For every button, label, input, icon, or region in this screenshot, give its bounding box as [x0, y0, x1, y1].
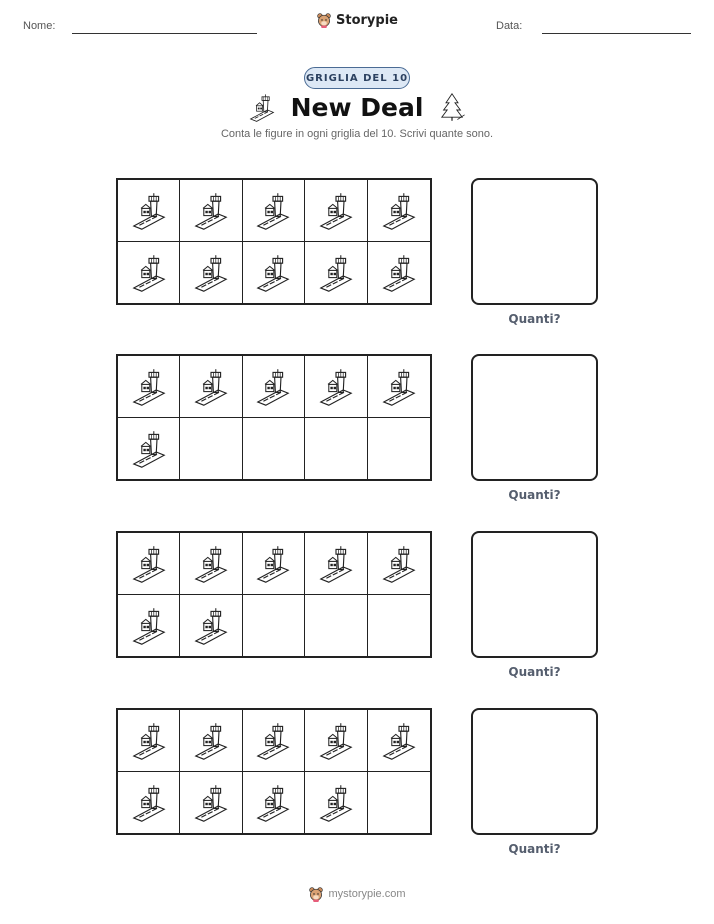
airport-tower-icon [253, 782, 293, 822]
ten-frame-cell [180, 356, 242, 418]
airport-tower-icon [129, 720, 169, 760]
airport-tower-icon [129, 366, 169, 406]
ten-frame-cell [180, 418, 242, 480]
ten-frame-cell [180, 533, 242, 595]
airport-tower-icon [129, 252, 169, 292]
answer-box-4[interactable] [471, 708, 598, 835]
airport-tower-icon [129, 190, 169, 230]
ten-frame-cell [305, 595, 367, 657]
airport-tower-icon [253, 190, 293, 230]
ten-frame-4 [116, 708, 432, 835]
ten-frame-cell [180, 242, 242, 304]
ten-frame-cell [305, 180, 367, 242]
airport-tower-icon [247, 92, 277, 122]
airport-tower-icon [129, 605, 169, 645]
airport-tower-icon [316, 190, 356, 230]
ten-frame-2 [116, 354, 432, 481]
ten-frame-cell [180, 710, 242, 772]
answer-box-2[interactable] [471, 354, 598, 481]
ten-frame-cell [118, 180, 180, 242]
ten-frame-cell [368, 180, 430, 242]
footer-url: mystorypie.com [328, 888, 406, 900]
answer-label-3: Quanti? [508, 665, 561, 679]
date-label: Data: [496, 20, 523, 32]
ten-frame-cell [118, 595, 180, 657]
answer-box-3[interactable] [471, 531, 598, 658]
ten-frame-cell [305, 356, 367, 418]
title-row [0, 92, 714, 122]
worksheet-type-badge: GRIGLIA DEL 10 [304, 67, 410, 89]
date-line [542, 33, 691, 34]
ten-frame-cell [368, 772, 430, 834]
brand-name: Storypie [336, 12, 398, 28]
ten-frame-cell [180, 772, 242, 834]
answer-box-1[interactable] [471, 178, 598, 305]
ten-frame-cell [243, 418, 305, 480]
airport-tower-icon [316, 366, 356, 406]
ten-frame-cell [368, 595, 430, 657]
answer-label-2: Quanti? [508, 488, 561, 502]
bear-logo-icon [316, 12, 332, 28]
pine-tree-icon [437, 92, 467, 122]
ten-frame-cell [243, 533, 305, 595]
page-title: New Deal [290, 92, 424, 122]
airport-tower-icon [191, 782, 231, 822]
airport-tower-icon [191, 720, 231, 760]
ten-frame-cell [305, 710, 367, 772]
airport-tower-icon [191, 605, 231, 645]
ten-frame-cell [305, 242, 367, 304]
ten-frame-cell [368, 710, 430, 772]
instructions: Conta le figure in ogni griglia del 10. Scrivi quante sono. [220, 128, 494, 140]
ten-frame-cell [118, 533, 180, 595]
airport-tower-icon [129, 428, 169, 468]
name-line [72, 33, 257, 34]
airport-tower-icon [191, 252, 231, 292]
ten-frame-cell [305, 418, 367, 480]
airport-tower-icon [191, 366, 231, 406]
airport-tower-icon [316, 720, 356, 760]
airport-tower-icon [379, 543, 419, 583]
answer-label-1: Quanti? [508, 312, 561, 326]
ten-frame-cell [368, 418, 430, 480]
ten-frame-cell [118, 242, 180, 304]
airport-tower-icon [253, 720, 293, 760]
ten-frame-1 [116, 178, 432, 305]
ten-frame-cell [368, 356, 430, 418]
ten-frame-cell [243, 356, 305, 418]
ten-frame-cell [118, 772, 180, 834]
ten-frame-cell [118, 710, 180, 772]
ten-frame-cell [180, 595, 242, 657]
ten-frame-cell [368, 533, 430, 595]
airport-tower-icon [129, 543, 169, 583]
airport-tower-icon [191, 543, 231, 583]
ten-frame-cell [243, 242, 305, 304]
airport-tower-icon [379, 190, 419, 230]
ten-frame-cell [243, 180, 305, 242]
ten-frame-cell [305, 772, 367, 834]
brand [0, 12, 714, 28]
ten-frame-cell [118, 418, 180, 480]
airport-tower-icon [191, 190, 231, 230]
name-label: Nome: [23, 20, 56, 32]
ten-frame-3 [116, 531, 432, 658]
ten-frame-cell [180, 180, 242, 242]
airport-tower-icon [316, 782, 356, 822]
bear-logo-icon [308, 886, 324, 902]
ten-frame-cell [305, 533, 367, 595]
answer-label-4: Quanti? [508, 842, 561, 856]
ten-frame-cell [243, 710, 305, 772]
airport-tower-icon [253, 543, 293, 583]
footer [0, 886, 714, 902]
airport-tower-icon [253, 366, 293, 406]
ten-frame-cell [243, 772, 305, 834]
airport-tower-icon [379, 720, 419, 760]
airport-tower-icon [316, 252, 356, 292]
airport-tower-icon [129, 782, 169, 822]
airport-tower-icon [316, 543, 356, 583]
airport-tower-icon [379, 366, 419, 406]
airport-tower-icon [253, 252, 293, 292]
ten-frame-cell [118, 356, 180, 418]
ten-frame-cell [243, 595, 305, 657]
ten-frame-cell [368, 242, 430, 304]
airport-tower-icon [379, 252, 419, 292]
